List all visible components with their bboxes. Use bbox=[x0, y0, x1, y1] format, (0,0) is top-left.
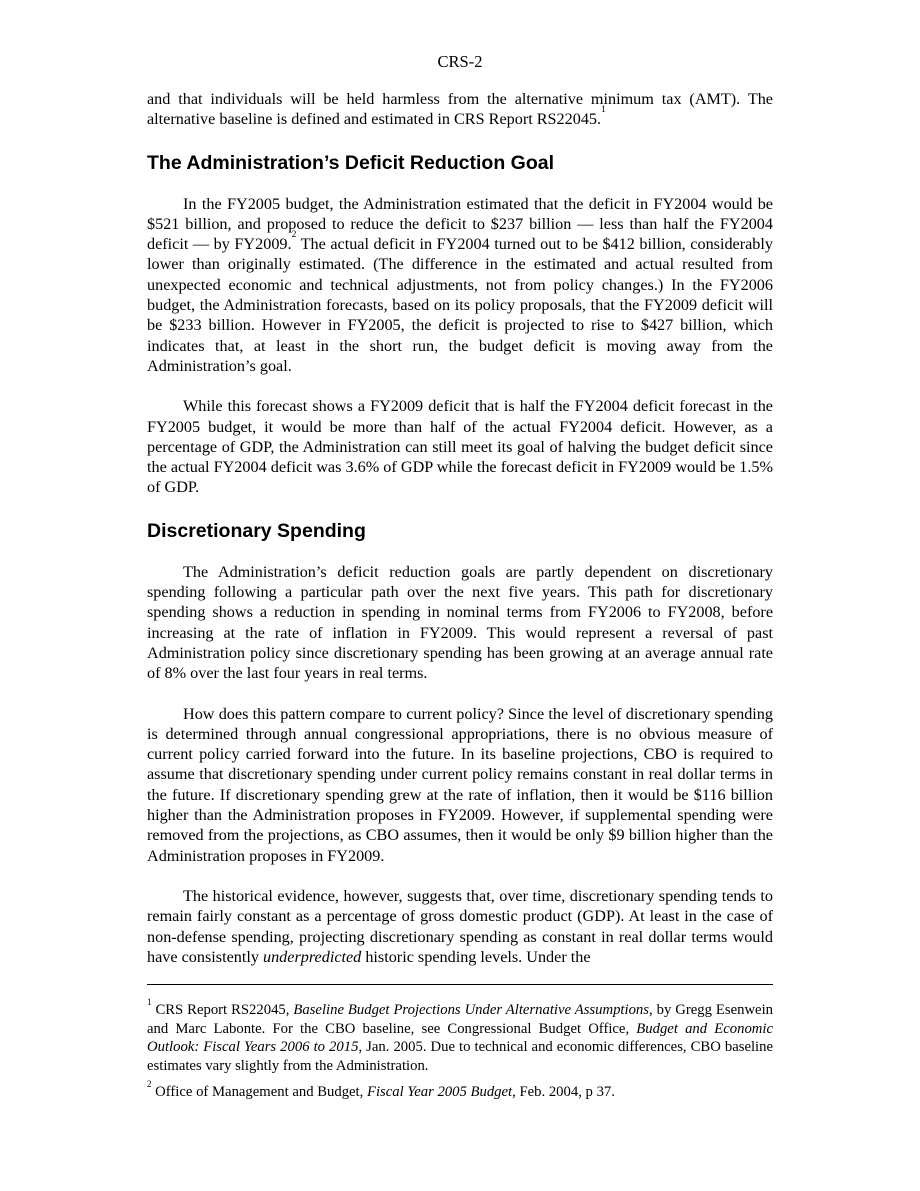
discretionary-p3-text-b: historic spending levels. Under the bbox=[361, 947, 591, 966]
footnote-2-title: Fiscal Year 2005 Budget bbox=[367, 1084, 513, 1101]
intro-paragraph bbox=[147, 89, 773, 130]
footnote-1-text-c: , Jan. 2005. Due to technical and economic differences, CBO baseline estimates vary slightly from the Administration. bbox=[147, 1039, 773, 1074]
footnote-1-text-b: , by Gregg Esenwein and Marc Labonte. For the CBO baseline, see Congressional Budget Office, bbox=[147, 1002, 774, 1037]
footnote-1-text-a: CRS Report RS22045, bbox=[151, 1002, 294, 1019]
page-header: CRS-2 bbox=[437, 52, 483, 71]
discretionary-paragraph-2: How does this pattern compare to current policy? Since the level of discretionary spending is determined through annual congressional appropriations, there is no obvious measure of current policy carried forward into the future. In its baseline projections, CBO is required to assume that discretionary spending under current policy remains constant in real dollar terms in the future. If discretionary spending grew at the rate of inflation, then it would be $116 billion higher than the Administration proposes in FY2009. However, if supplemental spending were removed from the projections, as CBO assumes, then it would be only $9 billion higher than the Administration proposes in FY2009. bbox=[147, 704, 773, 865]
footnote-1-title-a: Baseline Budget Projections Under Alternative Assumptions bbox=[293, 1002, 649, 1019]
footnote-2-text-a: Office of Management and Budget, bbox=[151, 1084, 367, 1101]
footnote-ref-1[interactable]: 1 bbox=[601, 105, 606, 116]
footnote-1 bbox=[147, 997, 774, 1075]
discretionary-paragraph-1: The Administration’s deficit reduction goals are partly dependent on discretionary spending following a particular path over the next five years. This path for discretionary spending shows a reduction in spending in nominal terms from FY2006 to FY2008, before increasing at the rate of inflation in FY2009. This would represent a reversal of past Administration policy since discretionary spending has been growing at an average annual rate of 8% over the last four years in real terms. bbox=[147, 562, 773, 683]
section-heading-deficit-goal: The Administration’s Deficit Reduction Goal bbox=[147, 151, 555, 174]
intro-text: and that individuals will be held harmless from the alternative minimum tax (AMT). The alternative baseline is defined and estimated in CRS Report RS22045. bbox=[147, 90, 773, 129]
footnote-1-title-b: Budget and Economic Outlook: Fiscal Years 2006 to 2015 bbox=[147, 1020, 773, 1056]
footnote-divider bbox=[147, 984, 773, 985]
deficit-goal-paragraph-1 bbox=[147, 194, 773, 377]
section-heading-discretionary: Discretionary Spending bbox=[147, 519, 366, 542]
footnote-2-number: 2 bbox=[147, 1079, 152, 1090]
footnote-1-number: 1 bbox=[147, 997, 152, 1008]
discretionary-paragraph-3 bbox=[147, 886, 773, 967]
footnote-2-text-b: , Feb. 2004, p 37. bbox=[512, 1084, 615, 1101]
discretionary-p3-text-a: The historical evidence, however, suggests that, over time, discretionary spending tends to remain fairly constant as a percentage of gross domestic product (GDP). At least in the case of non-defense spending, projecting discretionary spending as constant in real dollar terms would have consistently bbox=[147, 886, 773, 966]
deficit-goal-p1-text-a: In the FY2005 budget, the Administration estimated that the deficit in FY2004 would be $521 billion, and proposed to reduce the deficit to $237 billion — less than half the FY2004 deficit — by FY2009. bbox=[147, 194, 773, 254]
footnote-2 bbox=[147, 1079, 773, 1102]
document-page bbox=[147, 52, 773, 1110]
discretionary-p3-emphasis: underpredicted bbox=[262, 947, 362, 966]
footnote-ref-2[interactable]: 2 bbox=[291, 230, 297, 241]
deficit-goal-paragraph-2: While this forecast shows a FY2009 deficit that is half the FY2004 deficit forecast in the FY2005 budget, it would be more than half of the actual FY2004 deficit. However, as a percentage of GDP, the Administration can still meet its goal of halving the budget deficit since the actual FY2004 deficit was 3.6% of GDP while the forecast deficit in FY2009 would be 1.5% of GDP. bbox=[147, 397, 773, 497]
deficit-goal-p1-text-b: The actual deficit in FY2004 turned out to be $412 billion, considerably lower than originally estimated. (The difference in the estimated and actual resulted from unexpected economic and technical adjustments, not from policy changes.) In the FY2006 budget, the Administration forecasts, based on its policy proposals, that the FY2009 deficit will be $233 billion. However in FY2005, the deficit is projected to rise to $427 billion, which indicates that, at least in the short run, the budget deficit is moving away from the Administration’s goal. bbox=[147, 235, 773, 375]
